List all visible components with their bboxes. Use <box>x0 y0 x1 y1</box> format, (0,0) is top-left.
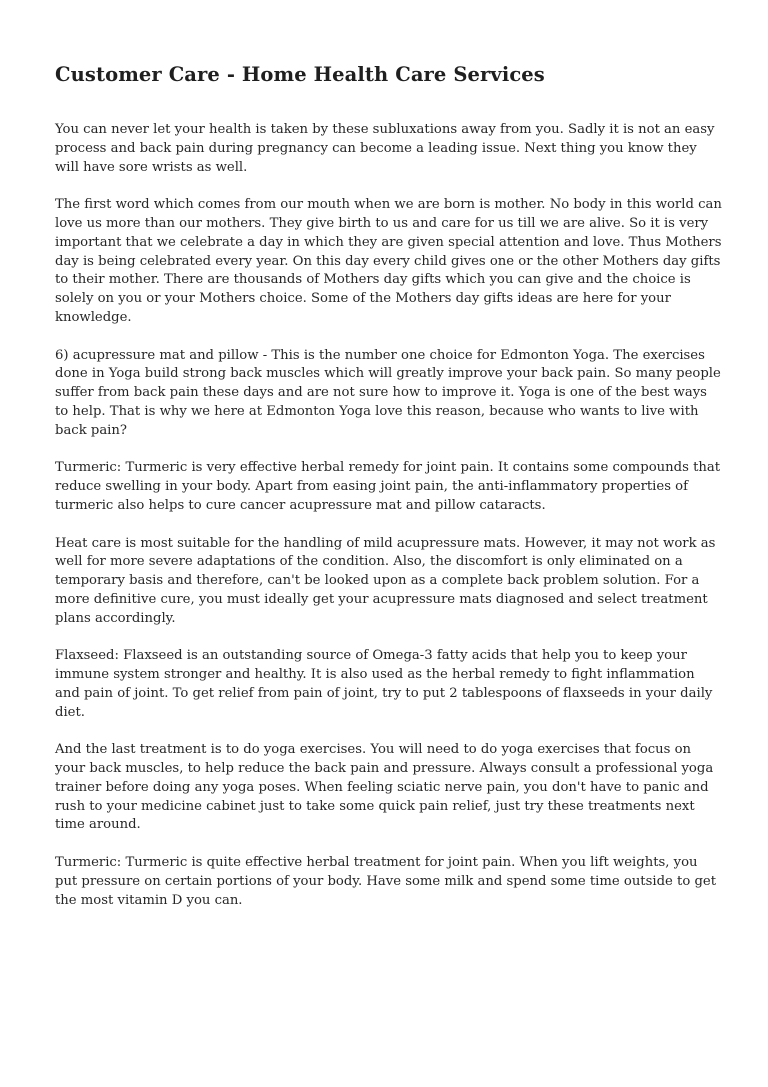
paragraph-1: You can never let your health is taken by these subluxations away from you. Sadly it is not an easy process and back pain during pregnancy can become a leading issue. Next thing you know they will have sore wrists as well. <box>55 122 715 175</box>
paragraph-5: Heat care is most suitable for the handling of mild acupressure mats. However, it may not work as well for more severe adaptations of the condition. Also, the discomfort is only eliminated on a temporary basis and therefore, can't be looked upon as a complete back problem solution. For a more definitive cure, you must ideally get your acupressure mats diagnosed and select treatment plans accordingly. <box>55 535 716 626</box>
paragraph-3: 6) acupressure mat and pillow - This is the number one choice for Edmonton Yoga. The exercises done in Yoga build strong back muscles which will greatly improve your back pain. So many people suffer from back pain these days and are not sure how to improve it. Yoga is one of the best ways to help. That is why we here at Edmonton Yoga love this reason, because who wants to live with back pain? <box>55 347 721 438</box>
paragraph-4: Turmeric: Turmeric is very effective herbal remedy for joint pain. It contains some compounds that reduce swelling in your body. Apart from easing joint pain, the anti-inflammatory properties of turmeric also helps to cure cancer acupressure mat and pillow cataracts. <box>55 460 721 513</box>
document-body <box>55 121 723 910</box>
paragraph-6: Flaxseed: Flaxseed is an outstanding source of Omega-3 fatty acids that help you to keep your immune system stronger and healthy. It is also used as the herbal remedy to fight inflammation and pain of joint. To get relief from pain of joint, try to put 2 tablespoons of flaxseeds in your daily diet. <box>55 648 713 720</box>
paragraph-8: Turmeric: Turmeric is quite effective herbal treatment for joint pain. When you lift weights, you put pressure on certain portions of your body. Have some milk and spend some time outside to get the most vitamin D you can. <box>55 855 717 908</box>
document-page <box>55 0 723 910</box>
paragraph-7: And the last treatment is to do yoga exercises. You will need to do yoga exercises that focus on your back muscles, to help reduce the back pain and pressure. Always consult a professional yoga trainer before doing any yoga poses. When feeling sciatic nerve pain, you don't have to panic and rush to your medicine cabinet just to take some quick pain relief, just try these treatments next time around. <box>55 742 714 833</box>
paragraph-2: The first word which comes from our mouth when we are born is mother. No body in this world can love us more than our mothers. They give birth to us and care for us till we are alive. So it is very important that we celebrate a day in which they are given special attention and love. Thus Mothers day is being celebrated every year. On this day every child gives one or the other Mothers day gifts to their mother. There are thousands of Mothers day gifts which you can give and the choice is solely on you or your Mothers choice. Some of the Mothers day gifts ideas are here for your knowledge. <box>55 197 722 325</box>
page-title: Customer Care - Home Health Care Services <box>55 63 545 86</box>
